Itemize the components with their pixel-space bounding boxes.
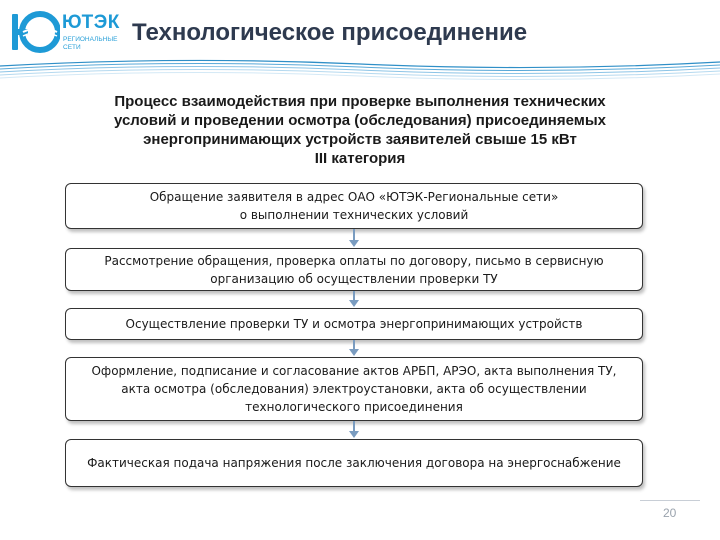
step-text: о выполнении технических условий <box>239 208 469 222</box>
step-text: акта осмотра (обследования) электроустановки, акта об осуществлении <box>121 382 587 396</box>
arrow-down-icon <box>347 340 361 357</box>
company-logo <box>10 10 130 58</box>
logo-tagline <box>63 36 123 51</box>
step-text: Оформление, подписание и согласование актов АРБП, АРЭО, акта выполнения ТУ, <box>91 364 617 378</box>
footer-divider <box>640 500 700 501</box>
step-box-2 <box>65 248 643 291</box>
arrow-down-icon <box>347 291 361 308</box>
logo-tagline-line: СЕТИ <box>63 43 81 51</box>
page-number: 20 <box>663 506 677 520</box>
subtitle-line: III категория <box>314 150 406 167</box>
step-box-4 <box>65 357 643 421</box>
step-text: Осуществление проверки ТУ и осмотра энергопринимающих устройств <box>125 317 583 331</box>
step-box-3 <box>65 308 643 340</box>
step-text: Фактическая подача напряжения после заключения договора на энергоснабжение <box>87 456 621 470</box>
arrow-down-icon <box>347 229 361 248</box>
subtitle-line: энергопринимающих устройств заявителей свыше 15 кВт <box>143 131 577 148</box>
logo-tagline-line: РЕГИОНАЛЬНЫЕ <box>63 36 118 43</box>
step-text: организацию об осуществлении проверки ТУ <box>210 271 498 286</box>
page-title: Технологическое присоединение <box>132 19 528 46</box>
logo-wordmark: ЮТЭК <box>62 12 120 33</box>
step-text: Обращение заявителя в адрес ОАО «ЮТЭК-Региональные сети» <box>149 190 559 204</box>
subtitle-line: Процесс взаимодействия при проверке выполнения технических <box>114 93 606 110</box>
logo-emblem-icon <box>10 10 60 56</box>
header-wave-decoration <box>0 54 720 86</box>
diagram-subtitle <box>40 92 680 168</box>
step-box-1 <box>65 183 643 229</box>
step-text: технологического присоединения <box>245 400 463 414</box>
slide-header <box>0 0 720 90</box>
arrow-down-icon <box>347 421 361 439</box>
step-box-5 <box>65 439 643 487</box>
step-text: Рассмотрение обращения, проверка оплаты по договору, письмо в сервисную <box>104 253 604 268</box>
subtitle-line: условий и проведении осмотра (обследования) присоединяемых <box>113 112 607 129</box>
